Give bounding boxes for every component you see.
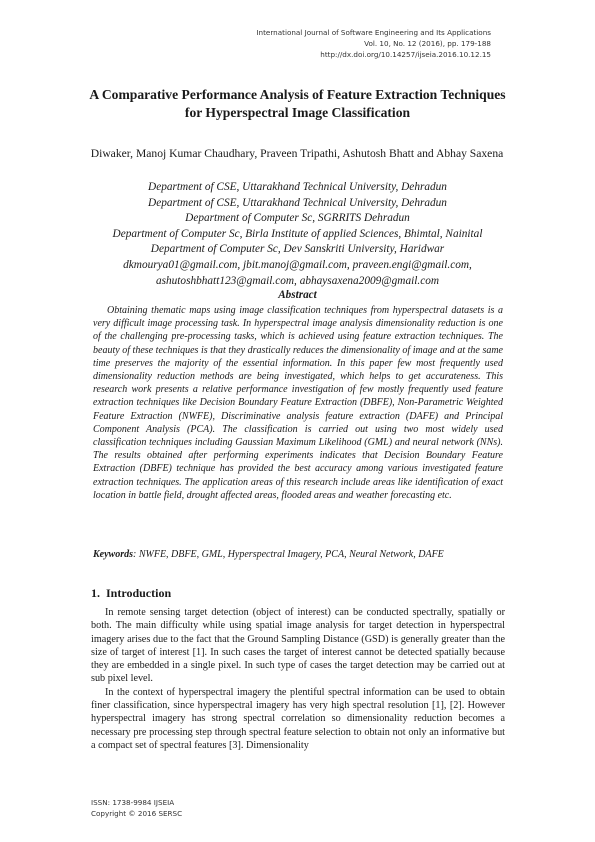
keywords-label: Keywords bbox=[93, 549, 133, 560]
keywords bbox=[93, 548, 503, 561]
footer-copyright: Copyright © 2016 SERSC bbox=[91, 809, 183, 818]
affiliation-line: Department of CSE, Uttarakhand Technical University, Dehradun bbox=[148, 181, 447, 193]
email-line[interactable]: ashutoshbhatt123@gmail.com, abhaysaxena2009@gmail.com bbox=[155, 274, 440, 287]
affiliation-line: Department of Computer Sc, SGRRITS Dehradun bbox=[185, 212, 410, 225]
journal-doi[interactable]: http://dx.doi.org/10.14257/ijseia.2016.10.12.15 bbox=[320, 50, 491, 59]
journal-volume: Vol. 10, No. 12 (2016), pp. 179-188 bbox=[364, 39, 491, 48]
journal-header bbox=[256, 27, 491, 60]
journal-name: International Journal of Software Engineering and Its Applications bbox=[256, 28, 491, 37]
email-line[interactable]: dkmourya01@gmail.com, jbit.manoj@gmail.com, praveen.engi@gmail.com, bbox=[123, 258, 472, 271]
author-list: Diwaker, Manoj Kumar Chaudhary, Praveen Tripathi, Ashutosh Bhatt and Abhay Saxena bbox=[90, 147, 504, 160]
section-number: 1. bbox=[91, 586, 100, 600]
footer-issn: ISSN: 1738-9984 IJSEIA bbox=[91, 798, 175, 807]
affiliation-line: Department of CSE, Uttarakhand Technical University, Dehradun bbox=[148, 196, 447, 209]
body-paragraph: In remote sensing target detection (object of interest) can be conducted spectrally, spatially or both. The main difficulty while using spatial image analysis for target detection in hyperspectral imagery arises due to the fact that the Ground Sampling Distance (GSD) is generally greater than the size of target of interest [1]. In such cases the target of interest cannot be detected spatially because they are embedded in a single pixel. In such type of cases the target detection may be carried out at sub pixel level. bbox=[91, 607, 505, 685]
abstract-heading: Abstract bbox=[278, 289, 317, 301]
section-heading-introduction bbox=[91, 586, 171, 601]
section-title: Introduction bbox=[106, 586, 172, 600]
paper-title: A Comparative Performance Analysis of Feature Extraction Techniques for Hyperspectral Image Classification bbox=[89, 87, 506, 120]
abstract-text: Obtaining thematic maps using image classification techniques from hyperspectral datasets is a very difficult image processing task. In hyperspectral image analysis dimensionality reduction is one of the challenging pre-processing tasks, which is achieved using feature extraction techniques. The beauty of these techniques is that they drastically reduces the dimensionality of image and at the same time preserves the majority of the essential information. In this paper few most frequently used dimensionality reduction methods are being investigated, which helps to get accurateness. This research work presents a relative performance investigation of few mostly frequently used feature extraction techniques like Decision Boundary Feature Extraction (DBFE), Non-Parametric Weighted Feature Extraction (NWFE), Discriminative analysis feature extraction (DAFE) and Principal Component Analysis (PCA). The classification is carried out using two most widely used classification techniques including Gaussian Maximum Likelihood (GML) and neural network (NNs). The results obtained after performing experiments indicates that Decision Boundary Feature Extraction (DBFE) technique has provided the best accuracy among various investigated feature extraction techniques. The application areas of this research include areas like identification of exact location in battle field, drought affected areas, flooded areas and weather forecasting etc. bbox=[93, 305, 503, 501]
affiliation-line: Department of Computer Sc, Dev Sanskriti University, Haridwar bbox=[150, 243, 445, 256]
introduction-body bbox=[91, 606, 505, 752]
keywords-list: : NWFE, DBFE, GML, Hyperspectral Imagery, PCA, Neural Network, DAFE bbox=[133, 549, 444, 560]
affiliation-line: Department of Computer Sc, Birla Institute of applied Sciences, Bhimtal, Nainital bbox=[112, 227, 483, 240]
body-paragraph: In the context of hyperspectral imagery the plentiful spectral information can be used to obtain finer classification, since hyperspectral imagery has very high spectral resolution [1], [2]. However hyperspectral imagery has strong spectral correlation so dimensionality reduction becomes a necessary pre processing step through spectral feature selection to obtain not only an informative but a compact set of spectral features [3]. Dimensionality bbox=[91, 686, 505, 751]
page-footer bbox=[91, 797, 182, 819]
affiliations bbox=[90, 180, 505, 289]
